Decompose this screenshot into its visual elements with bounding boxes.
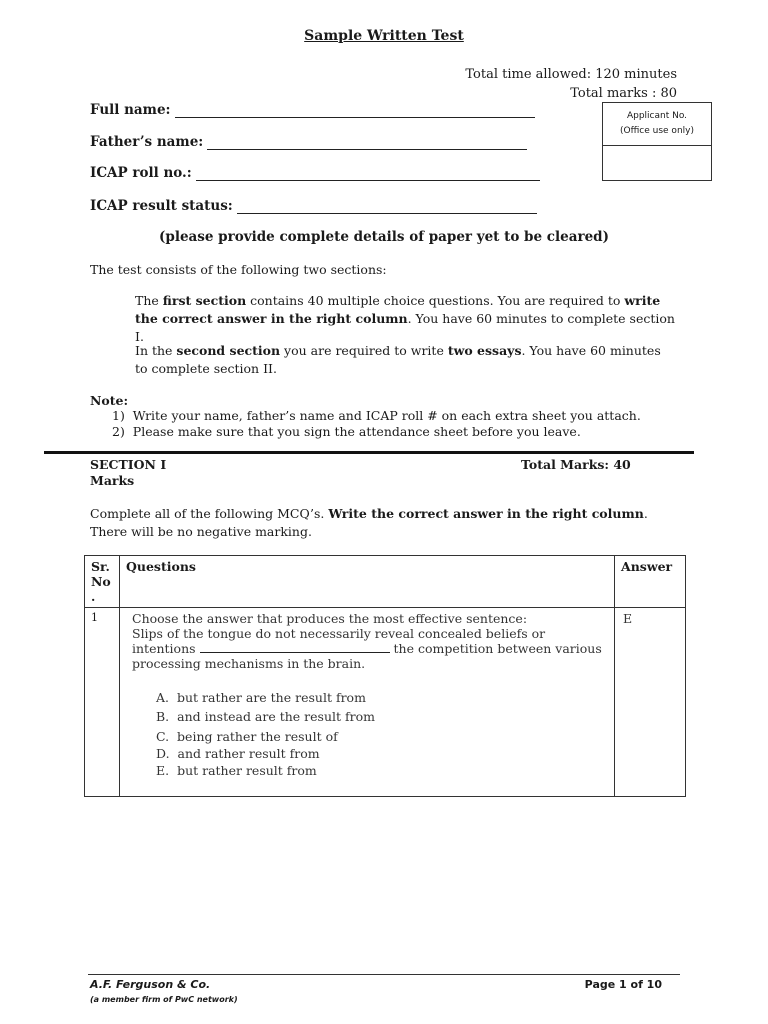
question-number: 1 <box>85 608 120 797</box>
text-span: Complete all of the following MCQ’s. <box>90 506 329 521</box>
applicant-box-header <box>603 103 711 146</box>
icap-result-line[interactable] <box>237 199 537 214</box>
option-text: but rather are the result from <box>176 690 366 705</box>
details-instruction: (please provide complete details of paper yet to be cleared) <box>159 229 609 245</box>
option-text: and rather result from <box>177 746 320 761</box>
list-number: 2) <box>112 424 125 439</box>
fathers-name-field[interactable] <box>90 134 527 150</box>
option-e <box>156 762 608 779</box>
icap-result-field[interactable] <box>90 198 537 214</box>
section-divider <box>44 451 694 454</box>
list-text: Please make sure that you sign the attendance sheet before you leave. <box>132 424 581 439</box>
fathers-name-label: Father’s name: <box>90 134 204 150</box>
applicant-number-box <box>602 102 712 181</box>
applicant-no-label: Applicant No. <box>626 111 688 121</box>
option-letter: A. <box>156 690 170 705</box>
text-span: you are required to write <box>280 343 448 358</box>
text-span: the competition between various processing mechanisms in the brain. <box>132 641 602 671</box>
header-questions: Questions <box>120 556 615 608</box>
question-cell <box>120 608 615 797</box>
header-answer: Answer <box>615 556 686 608</box>
answer-cell[interactable]: E <box>615 608 686 797</box>
table-header-row <box>85 556 686 608</box>
section-instruction <box>90 505 682 541</box>
option-c <box>156 728 608 745</box>
text-bold: write the correct answer in the right column <box>135 293 661 326</box>
document-title: Sample Written Test <box>304 28 464 44</box>
blank-line <box>200 642 390 653</box>
option-a <box>156 689 608 706</box>
list-item <box>112 408 641 424</box>
option-letter: D. <box>156 746 170 761</box>
text-span: Slips of the tongue do not necessarily reveal concealed beliefs or intentions <box>132 626 546 656</box>
option-text: being rather the result of <box>177 729 338 744</box>
test-meta <box>465 65 677 103</box>
marks-label: Marks <box>90 473 135 488</box>
fathers-name-line[interactable] <box>207 135 527 150</box>
option-letter: E. <box>156 763 170 778</box>
text-bold: Write the correct answer in the right column <box>328 506 644 521</box>
total-marks: Total marks : 80 <box>570 86 677 101</box>
table-row <box>85 608 686 797</box>
option-b <box>156 708 608 725</box>
text-span: In the <box>135 343 177 358</box>
option-text: and instead are the result from <box>177 709 375 724</box>
option-d <box>156 745 608 762</box>
options-list <box>156 689 608 779</box>
text-span: The <box>135 293 163 308</box>
text-bold: first section <box>162 293 247 308</box>
office-use-label: (Office use only) <box>620 126 694 136</box>
full-name-field[interactable] <box>90 102 535 118</box>
icap-result-label: ICAP result status: <box>90 198 233 214</box>
mcq-table <box>84 555 686 797</box>
page-number: Page 1 of 10 <box>584 978 662 991</box>
option-letter: B. <box>156 709 170 724</box>
applicant-number-entry[interactable] <box>603 146 711 178</box>
note-label: Note: <box>90 393 129 408</box>
note-list <box>112 408 641 440</box>
icap-roll-field[interactable] <box>90 165 540 181</box>
question-sentence <box>132 626 608 671</box>
list-text: Write your name, father’s name and ICAP roll # on each extra sheet you attach. <box>132 408 641 423</box>
footer-member-note: (a member firm of PwC network) <box>90 995 238 1004</box>
list-item <box>112 424 641 440</box>
intro-text: The test consists of the following two sections: <box>90 262 387 277</box>
text-bold: two essays <box>447 343 522 358</box>
header-sr-no: Sr. No . <box>85 556 120 608</box>
first-section-description <box>135 292 675 346</box>
option-text: but rather result from <box>177 763 317 778</box>
full-name-label: Full name: <box>90 102 171 118</box>
full-name-line[interactable] <box>175 103 535 118</box>
second-section-description <box>135 342 675 378</box>
text-span: contains 40 multiple choice questions. You are required to <box>246 293 625 308</box>
time-allowed: Total time allowed: 120 minutes <box>465 67 677 82</box>
footer-firm-name: A.F. Ferguson & Co. <box>90 978 211 991</box>
icap-roll-label: ICAP roll no.: <box>90 165 192 181</box>
text-span: . There will be no negative marking. <box>90 506 648 539</box>
text-span: . You have 60 minutes to complete section II. <box>135 343 661 376</box>
icap-roll-line[interactable] <box>196 166 540 181</box>
text-bold: second section <box>176 343 281 358</box>
footer-divider <box>88 974 680 975</box>
question-stem: Choose the answer that produces the most effective sentence: <box>132 611 528 626</box>
section-heading: SECTION I <box>90 457 167 472</box>
section-total-marks: Total Marks: 40 <box>521 457 631 472</box>
list-number: 1) <box>112 408 125 423</box>
option-letter: C. <box>156 729 170 744</box>
text-span: . You have 60 minutes to complete section I. <box>135 311 675 344</box>
